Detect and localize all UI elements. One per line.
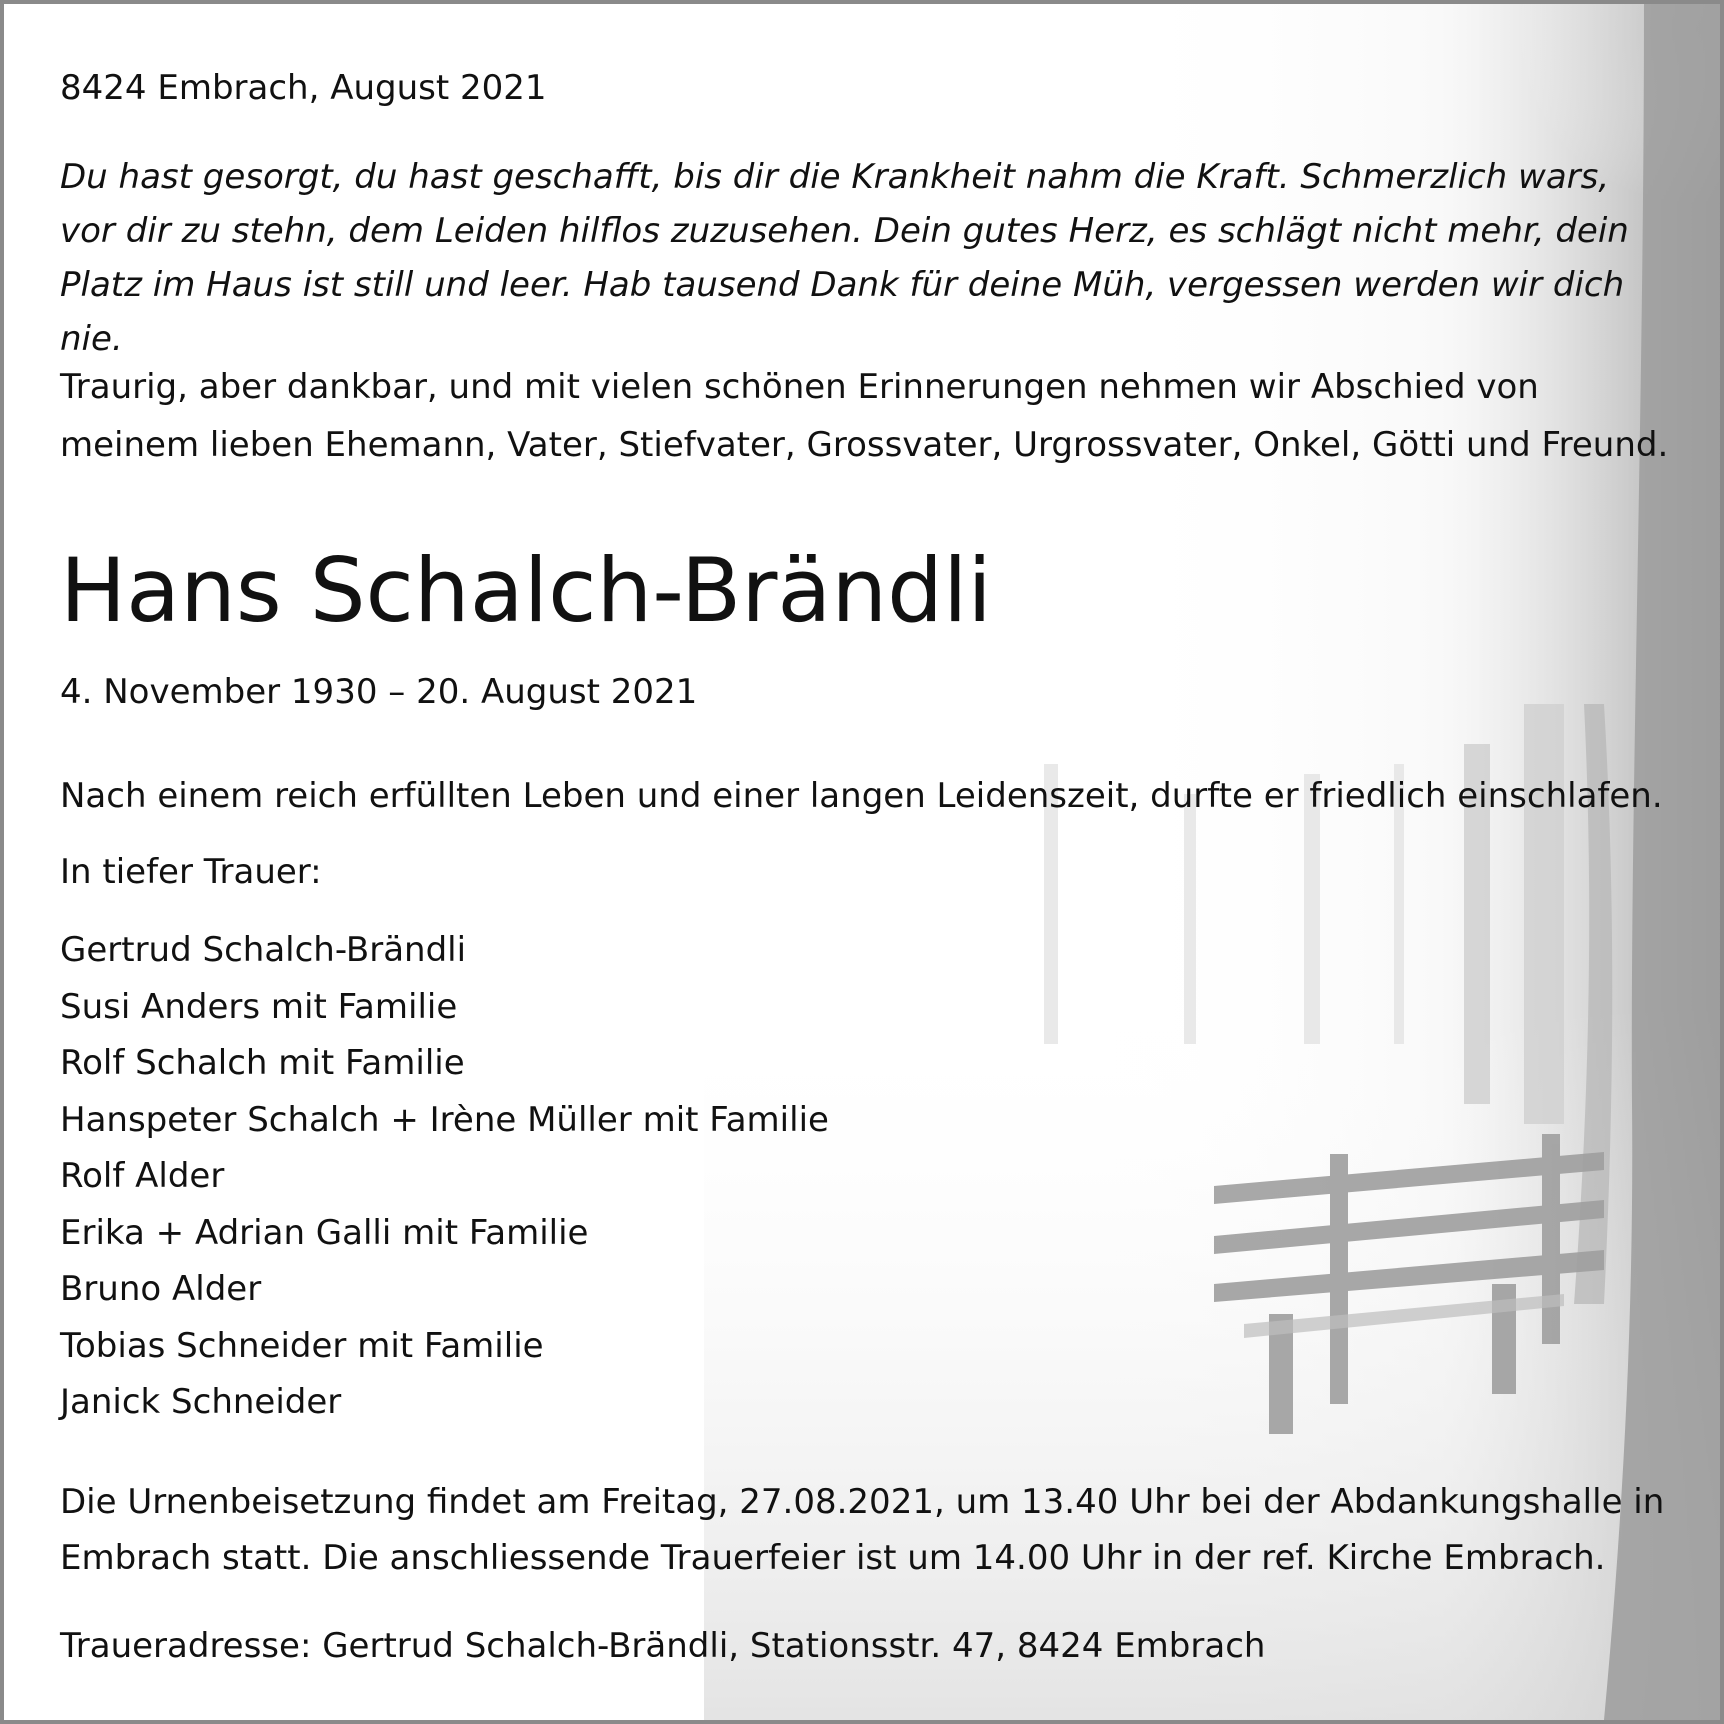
mourner-item: Rolf Schalch mit Familie	[60, 1043, 465, 1083]
mourning-heading: In tiefer Trauer:	[60, 852, 322, 892]
mourning-address: Traueradresse: Gertrud Schalch-Brändli, Stationsstr. 47, 8424 Embrach	[60, 1626, 1266, 1666]
mourner-item: Gertrud Schalch-Brändli	[60, 930, 467, 970]
mourner-item: Rolf Alder	[60, 1156, 225, 1196]
mourner-item: Susi Anders mit Familie	[60, 986, 458, 1027]
life-dates: 4. November 1930 – 20. August 2021	[60, 672, 698, 712]
passing-note: Nach einem reich erfüllten Leben und einer langen Leidenszeit, durfte er friedlich einschlafen.	[60, 776, 1663, 816]
mourner-item: Hanspeter Schalch + Irène Müller mit Familie	[60, 1099, 829, 1140]
place-date: 8424 Embrach, August 2021	[60, 68, 547, 108]
mourner-item: Bruno Alder	[60, 1269, 262, 1309]
mourners-list	[60, 922, 829, 1431]
service-info: Die Urnenbeisetzung findet am Freitag, 27.08.2021, um 13.40 Uhr bei der Abdankungshalle in Embrach statt. Die anschliessende Trauerfeier ist um 14.00 Uhr in der ref. Kirche Embrach.	[60, 1482, 1665, 1578]
deceased-name: Hans Schalch-Brändli	[60, 539, 992, 642]
mourner-item: Erika + Adrian Galli mit Familie	[60, 1212, 589, 1253]
mourner-item: Janick Schneider	[60, 1382, 342, 1422]
mourner-item: Tobias Schneider mit Familie	[60, 1325, 544, 1366]
memorial-verse: Du hast gesorgt, du hast geschafft, bis dir die Krankheit nahm die Kraft. Schmerzlich wars, vor dir zu stehn, dem Leiden hilflos zuzusehen. Dein gutes Herz, es schlägt nicht mehr, dein Platz im Haus ist still und leer. Hab tausend Dank für deine Müh, vergessen werden wir dich nie.	[60, 157, 1629, 359]
farewell-intro: Traurig, aber dankbar, und mit vielen schönen Erinnerungen nehmen wir Abschied von meinem lieben Ehemann, Vater, Stiefvater, Grossvater, Urgrossvater, Onkel, Götti und Freund.	[60, 367, 1669, 465]
